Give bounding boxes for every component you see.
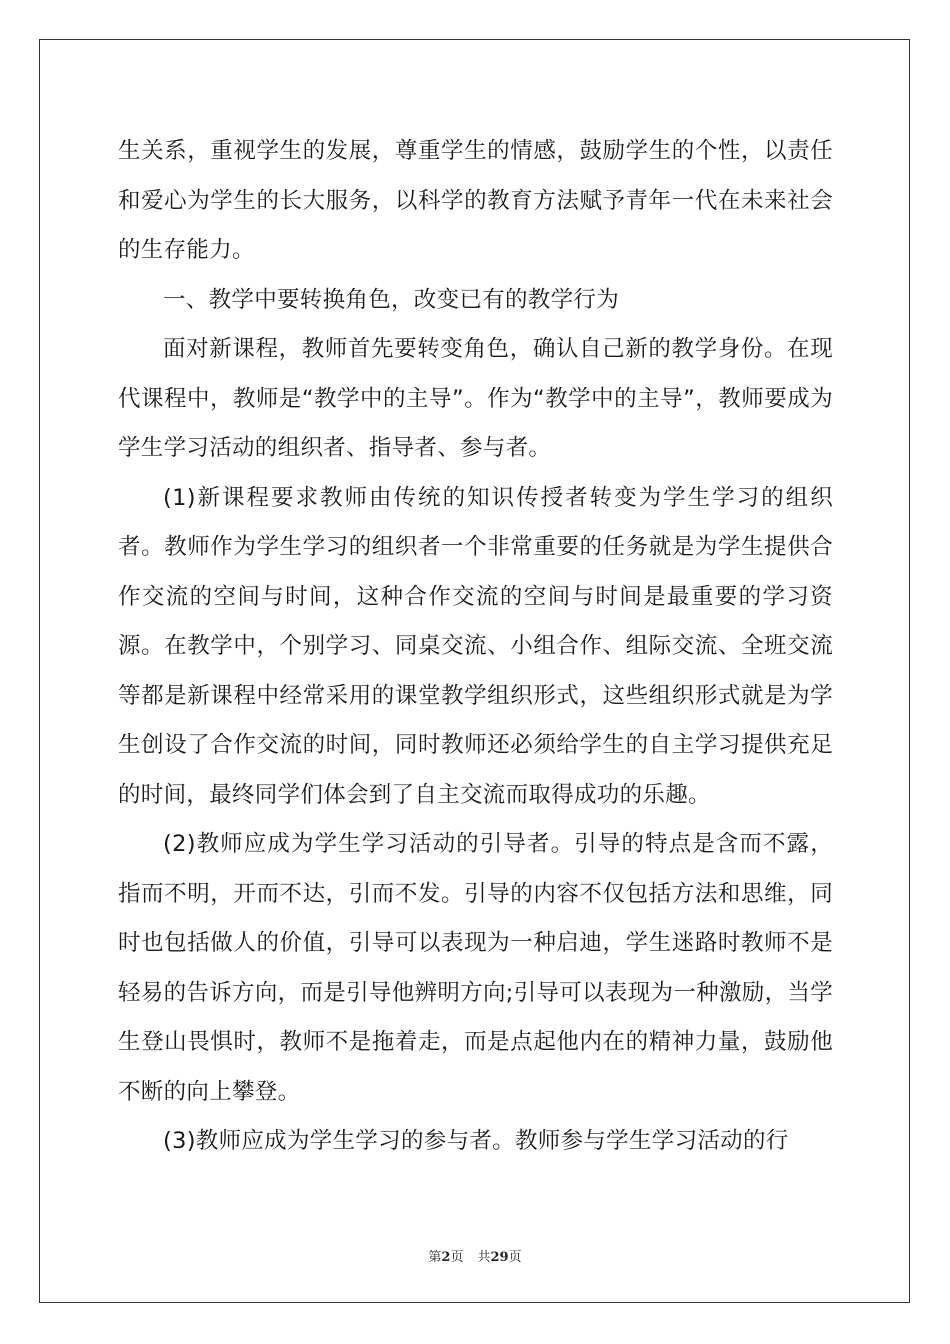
paragraph: 生关系，重视学生的发展，尊重学生的情感，鼓励学生的个性，以责任和爱心为学生的长大服务，以科学的教育方法赋予青年一代在未来社会的生存能力。	[118, 138, 833, 263]
page-suffix: 页	[450, 1250, 464, 1265]
paragraph: 面对新课程，教师首先要转变角色，确认自己新的教学身份。在现代课程中，教师是“教学中的主导”。作为“教学中的主导”，教师要成为学生学习活动的组织者、指导者、参与者。	[118, 336, 833, 461]
page-prefix: 第	[428, 1250, 442, 1265]
page-number: 2	[441, 1250, 451, 1265]
document-body	[118, 127, 833, 1167]
total-suffix: 页	[508, 1250, 522, 1265]
paragraph: (2)教师应成为学生学习活动的引导者。引导的特点是含而不露，指而不明，开而不达，引而不发。引导的内容不仅包括方法和思维，同时也包括做人的价值，引导可以表现为一种启迪，学生迷路时教师不是轻易的告诉方向，而是引导他辨明方向;引导可以表现为一种激励，当学生登山畏惧时，教师不是拖着走，而是点起他内在的精神力量，鼓励他不断的向上攀登。	[118, 831, 833, 1105]
section-heading: 一、教学中要转换角色，改变已有的教学行为	[163, 286, 620, 313]
paragraph: (3)教师应成为学生学习的参与者。教师参与学生学习活动的行	[163, 1128, 789, 1154]
page-total: 29	[490, 1250, 509, 1265]
total-prefix: 共	[477, 1250, 491, 1265]
paragraph: (1)新课程要求教师由传统的知识传授者转变为学生学习的组织者。教师作为学生学习的组织者一个非常重要的任务就是为学生提供合作交流的空间与时间，这种合作交流的空间与时间是最重要的学习资源。在教学中，个别学习、同桌交流、小组合作、组际交流、全班交流等都是新课程中经常采用的课堂教学组织形式，这些组织形式就是为学生创设了合作交流的时间，同时教师还必须给学生的自主学习提供充足的时间，最终同学们体会到了自主交流而取得成功的乐趣。	[118, 484, 833, 808]
page-footer	[0, 1246, 950, 1265]
